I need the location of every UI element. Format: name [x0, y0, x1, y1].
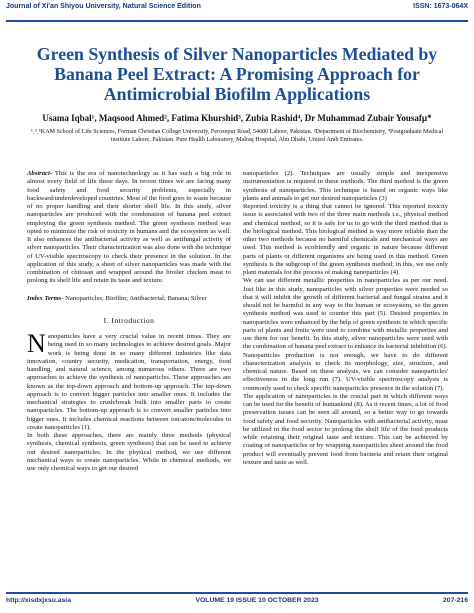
body-paragraph-2: Reported toxicity is a thing that cannot be ignored. This reported toxicity issue is associated with two of the three main methods i.e., physical method and chemical method, so it is safe for us to go with the third method that is the biological method. This biological method is way more reliable than the other two methods because no harmful chemicals and mechanical ways are used. This method is ecofriendly and organic in nature because different parts of plants or different organisms are being used in this method. Green synthesis is the subgroup of the green synthesis method; in this, we use only plant materials for the process of making nanoparticles (4).: [243, 203, 448, 276]
body-paragraph-5: The application of nanoparticles is the crucial part in which different ways can be used for the benefit of humankind (8). As it recent times, a lot of food preservation issues can be seen all around, so a better way to go towards food safety and food security. Nanoparticles with antibacterial activity, must be utilized in the food sector to prolong the shelf life of the food products while retaining their original taste and texture. This can be achieved by coating of nanoparticles or by wrapping nanoparticles sheet around the food product will eventually prevent food from bacteria and retain their original texture and taste as well.: [243, 392, 448, 466]
journal-name: Journal of Xi'an Shiyou University, Natural Science Edition: [6, 3, 201, 10]
issn: ISSN: 1673-064X: [413, 3, 468, 10]
abstract-text: This is the era of nanotechnology as it has such a big role in almost every field of life these days. In recent times we are facing many food safety and food security problems, especially in backward/underdeveloped countries. Most of the food goes to waste because of no proper handling and their shorter shelf life. In this study, silver nanoparticles are produced with the combination of banana peel extract employing the green synthesis method. The green synthesis method was opted to minimize the risk of toxicity in humans and the ecosystem as well. It also enhances the antibacterial activity as well as antifungal activity of silver nanoparticles. Their characterization was also done with the technique of UV-visible spectroscopy to check their presence in the solution. In the application of this study, a sheet of silver nanoparticles was made with the combination of chitosan and wrapped around the broiler chicken meat to prolong its shelf life and retain its taste and texture.: [27, 170, 231, 285]
paper-title: Green Synthesis of Silver Nanoparticles Mediated by Banana Peel Extract: A Promising Approach for Antimicrobial Biofilm Applications: [36, 44, 438, 104]
drop-cap: N: [27, 329, 46, 358]
abstract: [27, 170, 231, 286]
right-column: [243, 170, 448, 467]
body-paragraph-1: nanoparticles (2). Techniques are usually simple and inexpensive instrumentation is required in these methods. The third method is the green synthesis of nanoparticles. This technique is based on organic ways like plants and animals to get our desired nanoparticles (3): [243, 170, 448, 202]
footer-url[interactable]: http://xisdxjxsu.asia: [6, 597, 71, 604]
index-terms-label: Index Terms: [27, 294, 62, 302]
footer-pages: 207-216: [443, 597, 468, 604]
journal-footer: [6, 597, 468, 604]
body-paragraph-3: We can use different metallic properties in nanoparticles as per our need. Just like in this study, nanoparticles with silver properties were needed so that it will inhibit the growth of different bacterial and fungal strains and it should not be harmful in any way to the human or ecosystem, so the green synthesis method was used to counter this part (5). Desired properties in nanoparticles were enhanced by the help of green synthesis in which specific parts of plants and fruits were used to combine with metallic properties and use them for our benefit. In this study, silver nanoparticles were used with the combination of banana peel extract to enhance its bacterial inhibition (6).: [243, 277, 448, 351]
journal-header: [6, 3, 468, 21]
index-terms: [27, 295, 231, 303]
header-divider: [6, 20, 468, 22]
intro-paragraph-1: [27, 329, 231, 432]
body-paragraph-4: Nanoparticles production is not enough, we have to do different characterization analysis to check its morphology, size, structure, and chemical nature. Based on these analysis, we can consider nanoparticles' effectiveness in the long run (7). UV-visible spectroscopy analysis is commonly used to check specific nanoparticles presence in the solution (7).: [243, 351, 448, 392]
footer-volume: VOLUME 19 ISSUE 10 OCTOBER 2023: [195, 597, 319, 604]
section-heading-introduction: I. Introduction: [103, 315, 155, 325]
author-list: Usama Iqbal¹, Maqsood Ahmed², Fatima Khurshid³, Zubia Rashid⁴, Dr Muhammad Zubair Yousafµ*: [42, 113, 432, 123]
index-terms-text: - Nanoparticles; Biofilm; Antibacterial; Banana; Silver: [61, 294, 207, 302]
intro-paragraph-1-text: anoparticles have a very crucial value in recent times. They are being used in so many technologies to achieve desired goals. Major work is being done in so many different industries like data innovation, country security, medication, transportation, energy, food handling, and natural science, among numerous others. There are two approaches to achieve the synthesis of nanoparticles. These approaches are known as the top-down approach and bottom-up approach. The top-down approach is to convert bigger particles into smaller ones. It includes the mechanical strategies to crush/break bulk into smaller parts to create nanoparticles. The bottom-up approach is to convert smaller particles into bigger ones. It includes chemical reactions between ion/atom/molecules to create nanoparticles (1).: [27, 333, 231, 431]
abstract-label: Abstract-: [27, 170, 53, 177]
footer-divider: [6, 592, 468, 594]
left-column: [27, 170, 231, 473]
affiliations: ¹ˏ³ˏ⁵KAM School of Life Sciences, Forman Christian College University, Ferozepur Road, 54600 Lahore, Pakistan. ²Department of Biochemistry, ⁴Postgraduate Medical institute Lahore, Pakistan. Pure Health Laboratory, Malraq Hospital, Abu Dhabi, United Arab Emirates.: [30, 129, 444, 144]
intro-paragraph-2: In both these approaches, there are mainly three methods (physical synthesis, chemical synthesis, green synthesis) that can be used to achieve our desired nanoparticles. In the physical method, we use different mechanical ways to create nanoparticles. While in chemical methods, we use only chemical ways to get our desired: [27, 432, 231, 472]
